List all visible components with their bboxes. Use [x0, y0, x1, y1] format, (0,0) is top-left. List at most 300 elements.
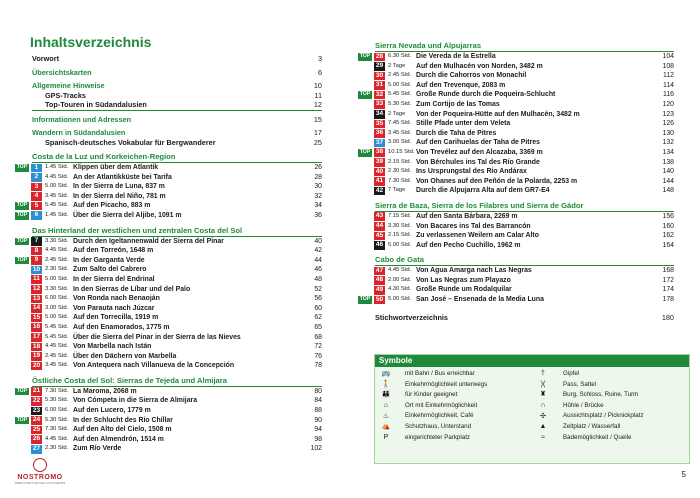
toc-entry[interactable] — [15, 91, 322, 101]
tour-name: Von Cómpeta in die Sierra de Almijara — [73, 397, 198, 405]
tour-page: 60 — [314, 304, 322, 312]
tour-number-badge: 16 — [32, 323, 41, 331]
tour-number-badge: 1 — [31, 164, 42, 173]
tour-number-badge: 34 — [375, 110, 384, 118]
tour-number-badge: 42 — [375, 186, 384, 194]
toc-entry[interactable] — [15, 128, 322, 138]
tour-entry[interactable] — [358, 71, 674, 81]
logo-subline: WEB COMPTOIR DES VOYAGEURS — [14, 481, 66, 485]
tour-duration: 2.45 Std. — [45, 352, 69, 359]
tour-entry[interactable] — [358, 138, 674, 148]
tour-name: Große Runde durch die Poqueira-Schlucht — [416, 91, 556, 99]
tour-entry[interactable] — [358, 276, 674, 286]
tour-entry[interactable] — [15, 256, 322, 266]
tour-entry[interactable] — [15, 304, 322, 314]
tour-number-badge: 49 — [375, 285, 384, 293]
symbol-row — [375, 390, 689, 401]
toc-entry-label: Allgemeine Hinweise — [32, 81, 105, 90]
tour-duration: 5.00 Std. — [45, 314, 69, 321]
tour-page: 30 — [314, 183, 322, 191]
tour-entry[interactable] — [15, 237, 322, 247]
tour-page: 26 — [314, 164, 322, 171]
tour-duration: 5.45 Std. — [388, 91, 412, 98]
tour-name: Auf den Trevenque, 2083 m — [416, 81, 506, 89]
tour-number-badge: 22 — [32, 396, 41, 404]
toc-entry-page: 3 — [317, 54, 322, 63]
tour-page: 42 — [314, 247, 322, 255]
toc-entry[interactable] — [15, 115, 322, 125]
toc-entry-page: 6 — [317, 67, 322, 77]
tour-duration: 4.45 Std. — [45, 247, 69, 254]
tour-duration: 2.30 Std. — [45, 445, 69, 452]
tour-page: 102 — [310, 445, 322, 453]
tour-number-badge: 38 — [375, 148, 384, 156]
toc-entry[interactable] — [15, 68, 322, 78]
symbol-label: Gipfel — [563, 370, 580, 377]
tour-entry[interactable] — [358, 167, 674, 177]
tour-entry[interactable] — [15, 406, 322, 416]
tour-page: 36 — [314, 211, 322, 219]
tour-page: 168 — [662, 267, 674, 275]
tour-entry[interactable] — [15, 342, 322, 352]
symbol-label: Burg, Schloss, Ruine, Turm — [563, 391, 639, 399]
tour-name: Zum Río Verde — [73, 445, 122, 453]
toc-entry[interactable] — [15, 138, 322, 148]
tour-name: In der Sierra de Luna, 837 m — [73, 183, 165, 191]
tour-entry[interactable] — [358, 241, 674, 251]
tour-name: In der Sierra del Endrinal — [73, 275, 155, 283]
tour-page: 108 — [662, 62, 674, 70]
symbol-row — [375, 433, 689, 444]
tour-entry[interactable] — [358, 295, 674, 305]
tour-page: 134 — [662, 148, 674, 156]
tour-name: Von Parauta nach Júzcar — [73, 304, 155, 312]
separator — [15, 110, 322, 111]
tour-duration: 4.45 Std. — [45, 343, 69, 350]
toc-entry-page: 12 — [313, 100, 322, 109]
toc-right-column — [358, 40, 674, 322]
tour-entry[interactable] — [358, 62, 674, 72]
tour-page: 126 — [662, 120, 674, 128]
tour-entry[interactable] — [358, 177, 674, 187]
region-heading — [358, 254, 674, 266]
tour-duration: 2.00 Std. — [388, 276, 412, 283]
toc-entry-label: GPS-Tracks — [45, 90, 86, 100]
tour-page: 28 — [314, 173, 322, 181]
tour-entry[interactable] — [15, 416, 322, 426]
tour-number-badge: 7 — [31, 237, 42, 246]
region-heading-label: Östliche Costa del Sol: Sierras de Tejeda und Almijara — [32, 375, 227, 385]
tour-page: 78 — [314, 362, 322, 370]
top-tour-badge: TOP — [359, 91, 371, 98]
compass-logo-icon — [33, 458, 47, 472]
tour-number-badge: 32 — [375, 90, 384, 98]
tour-entry[interactable] — [15, 425, 322, 435]
tour-duration: 4.45 Std. — [388, 267, 412, 274]
tour-entry[interactable] — [358, 100, 674, 110]
tour-page: 138 — [662, 158, 674, 166]
tour-page: 98 — [314, 435, 322, 443]
tour-page: 52 — [314, 285, 322, 293]
tour-number-badge: 44 — [375, 222, 384, 229]
tour-duration: 5.45 Std. — [45, 333, 69, 340]
tour-duration: 2.45 Std. — [45, 256, 69, 263]
tour-page: 162 — [662, 232, 674, 240]
tour-number-badge: 28 — [375, 52, 384, 60]
tour-name: Auf den Pecho Cuchillo, 1962 m — [416, 241, 521, 249]
toc-entry-label: Vorwort — [32, 54, 60, 63]
toc-entry-page: 10 — [313, 81, 322, 90]
tour-number-badge: 17 — [32, 333, 41, 340]
tour-number-badge: 14 — [32, 304, 41, 312]
tour-name: Von der Poqueira-Hütte auf den Mulhacén, 3482 m — [416, 110, 580, 118]
tour-number-badge: 26 — [32, 435, 41, 443]
tour-name: Durch die Taha de Pitres — [416, 129, 497, 137]
tour-name: Auf den Torrecilla, 1919 m — [73, 314, 159, 322]
symbol-legend-grid — [375, 369, 689, 443]
tour-number-badge: 10 — [32, 265, 41, 273]
tour-duration: 3.45 Std. — [45, 362, 69, 369]
logo-wordmark: NOSTROMO — [17, 474, 63, 481]
tour-entry[interactable] — [15, 275, 322, 285]
tour-entry[interactable] — [15, 387, 322, 397]
tour-duration: 7.30 Std. — [388, 177, 412, 184]
child-icon: 👪 — [381, 391, 391, 399]
tour-duration: 3.30 Std. — [45, 237, 69, 244]
tour-duration: 7.30 Std. — [45, 387, 69, 394]
tour-entry[interactable] — [15, 173, 322, 183]
tour-duration: 4.45 Std. — [45, 173, 69, 180]
tour-page: 148 — [662, 187, 674, 195]
tour-name: Auf den Almendrón, 1514 m — [73, 435, 164, 443]
tour-number-badge: 8 — [31, 247, 42, 256]
tour-page: 56 — [314, 295, 322, 303]
tour-page: 130 — [662, 129, 674, 137]
tour-number-badge: 15 — [32, 313, 41, 321]
tour-duration: 6.30 Std. — [388, 53, 412, 59]
tour-entry[interactable] — [15, 435, 322, 445]
tour-duration: 2.45 Std. — [388, 72, 412, 79]
tour-number-badge: 24 — [32, 416, 41, 424]
tour-page: 160 — [662, 222, 674, 230]
tour-entry[interactable] — [358, 158, 674, 168]
tour-entry[interactable] — [358, 90, 674, 100]
tour-entry[interactable] — [15, 192, 322, 202]
tour-name: Auf den Santa Bárbara, 2269 m — [416, 212, 518, 220]
tour-page: 112 — [663, 72, 674, 80]
village-icon: ⌂ — [383, 402, 389, 410]
tour-page: 68 — [314, 333, 322, 341]
top-tour-badge: TOP — [359, 148, 371, 155]
tour-entry[interactable] — [15, 246, 322, 256]
tour-page: 88 — [314, 407, 322, 415]
tour-name: Von Las Negras zum Playazo — [416, 276, 511, 284]
tour-duration: 5.45 Std. — [45, 323, 69, 330]
tour-page: 178 — [662, 296, 674, 304]
parking-icon: P — [383, 433, 389, 441]
tour-name: In der Garganta Verde — [73, 256, 145, 264]
region-heading — [15, 151, 322, 163]
tour-name: Durch die Cahorros von Monachil — [416, 72, 527, 80]
tour-page: 164 — [662, 241, 674, 249]
tour-page: 84 — [314, 397, 322, 405]
tour-page: 104 — [662, 53, 674, 60]
tour-number-badge: 45 — [375, 231, 384, 239]
tour-page: 76 — [314, 352, 322, 360]
tour-number-badge: 19 — [32, 352, 41, 360]
top-tour-badge: TOP — [16, 237, 28, 244]
symbol-row — [375, 401, 689, 412]
tour-entry[interactable] — [358, 212, 674, 222]
tour-name: Von Marbella nach Istán — [73, 343, 152, 351]
toc-entry[interactable] — [15, 100, 322, 110]
tour-name: Von Agua Amarga nach Las Negras — [416, 267, 532, 275]
tour-number-badge: 18 — [32, 342, 41, 350]
region-heading-label: Sierra de Baza, Sierra de los Filabres und Sierra de Gádor — [375, 200, 584, 210]
toc-entry-label: Top-Touren in Südandalusien — [45, 100, 147, 109]
tour-entry[interactable] — [358, 119, 674, 129]
toc-entry-label: Spanisch-deutsches Vokabular für Bergwanderer — [45, 137, 216, 147]
tour-page: 174 — [662, 286, 674, 294]
tour-duration: 7.30 Std. — [45, 426, 69, 433]
region-heading-label: Das Hinterland der westlichen und zentralen Costa del Sol — [32, 225, 243, 235]
tour-entry[interactable] — [358, 110, 674, 120]
tour-entry[interactable] — [358, 129, 674, 139]
tour-entry[interactable] — [358, 222, 674, 232]
tour-entry[interactable] — [15, 333, 322, 343]
tour-name: Klippen über dem Atlantik — [73, 164, 159, 171]
tour-entry[interactable] — [358, 148, 674, 158]
tour-name: Über die Sierra del Pinar in der Sierra de las Nieves — [73, 333, 241, 341]
tour-number-badge: 48 — [375, 276, 384, 284]
tour-number-badge: 40 — [375, 167, 384, 175]
tour-page: 132 — [662, 139, 674, 147]
tour-entry[interactable] — [358, 231, 674, 241]
top-tour-badge: TOP — [359, 296, 371, 303]
tour-number-badge: 47 — [375, 266, 384, 274]
top-tour-badge: TOP — [16, 387, 28, 394]
tour-number-badge: 36 — [375, 129, 384, 137]
toc-entry[interactable] — [15, 81, 322, 91]
top-tour-badge: TOP — [16, 164, 28, 170]
tour-duration: 3.45 Std. — [388, 129, 412, 136]
tour-name: In den Sierras de Líbar und del Palo — [73, 285, 191, 293]
tour-entry[interactable] — [15, 163, 322, 173]
viewpoint-icon: ✣ — [540, 412, 546, 420]
tour-name: Zum Salto del Cabrero — [73, 266, 147, 274]
tour-name: Von Bacares ins Tal des Barrancón — [416, 222, 531, 230]
symbol-label: mit Bahn / Bus erreichbar — [405, 370, 475, 377]
tour-number-badge: 29 — [375, 62, 384, 70]
tour-name: In der Schlucht des Río Chíllar — [73, 416, 173, 424]
tour-number-badge: 11 — [31, 275, 42, 284]
tour-entry[interactable] — [15, 201, 322, 211]
tour-entry[interactable] — [15, 352, 322, 362]
tour-name: Auf den Carihuelas der Taha de Pitres — [416, 139, 540, 147]
tour-name: Über den Dächern von Marbella — [73, 352, 177, 360]
tour-duration: 1.45 Std. — [45, 164, 69, 170]
tour-duration: 3.00 Std. — [388, 139, 412, 146]
index-entry[interactable] — [358, 313, 674, 323]
tour-duration: 5.30 Std. — [45, 397, 69, 404]
tour-duration: 3.00 Std. — [45, 304, 69, 311]
tour-page: 140 — [662, 168, 674, 176]
top-tour-badge: TOP — [359, 53, 371, 59]
toc-entry-page: 15 — [313, 114, 322, 124]
tour-entry[interactable] — [15, 211, 322, 221]
tour-duration: 6.00 Std. — [45, 407, 69, 414]
tour-page: 44 — [314, 256, 322, 264]
tour-name: Zu verlassenen Weilern am Calar Alto — [416, 232, 539, 240]
tour-name: An der Atlantikküste bei Tarifa — [73, 173, 172, 181]
hiker-icon: 🚶 — [381, 380, 391, 388]
tour-entry[interactable] — [15, 182, 322, 192]
top-tour-badge: TOP — [16, 202, 28, 209]
tour-page: 172 — [662, 276, 674, 284]
tour-name: San José – Ensenada de la Media Luna — [416, 296, 544, 304]
tour-name: Von Ohanes auf den Peñón de la Polarda, 2253 m — [416, 177, 578, 185]
tour-entry[interactable] — [15, 444, 322, 454]
tour-duration: 7.45 Std. — [388, 120, 412, 127]
train-bus-icon: 🚌 — [381, 370, 391, 378]
symbol-label: Zeltplatz / Wasserfall — [563, 422, 621, 430]
tour-entry[interactable] — [15, 396, 322, 406]
tour-duration: 5.30 Std. — [45, 416, 69, 423]
tour-name: Durch den Igeltannenwald der Sierra del Pinar — [73, 237, 224, 245]
tour-number-badge: 5 — [31, 202, 42, 211]
page-title: Inhaltsverzeichnis — [30, 34, 152, 50]
tour-name: Ins Ursprungstal des Río Andárax — [416, 168, 527, 176]
toc-entry-page: 25 — [313, 137, 322, 147]
tour-entry[interactable] — [15, 285, 322, 295]
tour-entry[interactable] — [358, 81, 674, 91]
tour-entry[interactable] — [358, 266, 674, 276]
tour-name: Auf den Torreón, 1648 m — [73, 247, 154, 255]
symbol-legend — [374, 354, 690, 464]
tour-entry[interactable] — [358, 285, 674, 295]
cave-bridge-icon: ∩ — [540, 402, 546, 410]
swimming-spring-icon: ≈ — [541, 433, 545, 441]
tour-number-badge: 46 — [375, 241, 384, 249]
tour-name: Auf den Mulhacén von Norden, 3482 m — [416, 62, 543, 70]
tour-page: 80 — [314, 387, 322, 395]
region-heading — [358, 40, 674, 52]
separator-line — [32, 110, 322, 111]
tour-page: 114 — [663, 81, 674, 89]
publisher-logo — [8, 458, 72, 494]
tour-name: Stille Pfade unter dem Veleta — [416, 120, 511, 128]
symbol-row — [375, 369, 689, 380]
tour-name: Über die Sierra del Aljibe, 1091 m — [73, 211, 182, 219]
toc-entry-label: Wandern in Südandalusien — [32, 128, 126, 137]
index-entry-label: Stichwortverzeichnis — [375, 312, 448, 322]
region-heading — [15, 225, 322, 237]
tour-duration: 5.45 Std. — [45, 202, 69, 209]
tour-duration: 2.30 Std. — [45, 266, 69, 273]
shelter-icon: ⛺ — [381, 423, 391, 431]
tour-duration: 10.15 Std. — [388, 148, 415, 155]
castle-icon: ♜ — [539, 391, 547, 399]
tour-number-badge: 20 — [32, 361, 41, 369]
tour-duration: 5.00 Std. — [45, 275, 69, 282]
tour-name: Die Vereda de la Estrella — [416, 53, 496, 60]
tour-number-badge: 50 — [375, 295, 384, 303]
summit-cross-icon: † — [541, 370, 545, 378]
tour-duration: 4.30 Std. — [388, 286, 412, 293]
tour-page: 72 — [314, 343, 322, 351]
tour-duration: 6.00 Std. — [45, 295, 69, 302]
region-heading — [358, 200, 674, 212]
tour-name: Von Antequera nach Villanueva de la Concepción — [73, 362, 235, 370]
tour-duration: 3.30 Std. — [45, 285, 69, 292]
tour-entry[interactable] — [15, 323, 322, 333]
tour-entry[interactable] — [358, 186, 674, 196]
tour-page: 156 — [662, 212, 674, 220]
symbol-label: Schutzhaus, Unterstand — [405, 422, 472, 430]
tour-number-badge: 23 — [32, 406, 41, 414]
tour-number-badge: 35 — [375, 119, 384, 127]
symbol-label: Höhle / Brücke — [563, 401, 604, 409]
tour-name: Von Ronda nach Benaoján — [73, 295, 160, 303]
tour-duration: 3.45 Std. — [45, 192, 69, 199]
tour-number-badge: 9 — [31, 256, 42, 265]
tour-entry[interactable] — [15, 294, 322, 304]
tour-entry[interactable] — [15, 313, 322, 323]
tour-number-badge: 31 — [375, 81, 384, 89]
toc-entry[interactable] — [15, 54, 322, 64]
tour-number-badge: 43 — [375, 212, 384, 220]
tour-entry[interactable] — [358, 52, 674, 62]
tour-page: 62 — [314, 314, 322, 322]
top-tour-badge: TOP — [16, 256, 28, 263]
toc-entry-label: Informationen und Adressen — [32, 114, 132, 124]
index-entry-page: 180 — [661, 312, 674, 322]
tour-page: 34 — [314, 202, 322, 210]
symbol-label: für Kinder geeignet — [405, 391, 458, 399]
tour-name: Von Bérchules ins Tal des Río Grande — [416, 158, 540, 166]
region-heading-label: Costa de la Luz und Korkeichen-Region — [32, 152, 176, 161]
tour-duration: 2 Tage — [388, 62, 406, 69]
tour-number-badge: 30 — [375, 71, 384, 79]
tour-duration: 5.00 Std. — [388, 296, 412, 303]
tour-number-badge: 12 — [32, 285, 41, 293]
tour-page: 48 — [314, 275, 322, 283]
toc-entry-label: Übersichtskarten — [32, 67, 92, 77]
symbol-label: Einkehrmöglichkeit, Café — [405, 412, 474, 420]
tour-entry[interactable] — [15, 265, 322, 275]
tour-duration: 5.30 Std. — [388, 100, 412, 107]
tour-duration: 6.00 Std. — [388, 241, 412, 248]
tour-duration: 2.15 Std. — [388, 232, 412, 239]
tour-number-badge: 33 — [375, 100, 384, 108]
tour-name: Durch die Alpujarra Alta auf dem GR7-E4 — [416, 187, 550, 195]
tour-page: 46 — [314, 266, 322, 274]
tour-name: Zum Cortijo de las Tomas — [416, 100, 500, 108]
region-heading-label: Cabo de Gata — [375, 255, 424, 265]
tour-duration: 5.00 Std. — [45, 183, 69, 190]
tour-duration: 2.15 Std. — [388, 158, 412, 165]
tour-duration: 2 Tage — [388, 110, 406, 117]
tour-page: 40 — [314, 237, 322, 245]
tour-duration: 2.30 Std. — [388, 168, 412, 175]
tour-page: 90 — [314, 416, 322, 424]
region-heading — [15, 375, 322, 387]
tour-name: Auf den Lucero, 1779 m — [73, 407, 151, 415]
tour-page: 32 — [314, 192, 322, 200]
tour-page: 65 — [314, 323, 322, 331]
tour-name: Auf den Alto del Cielo, 1508 m — [73, 426, 172, 434]
tour-entry[interactable] — [15, 361, 322, 371]
